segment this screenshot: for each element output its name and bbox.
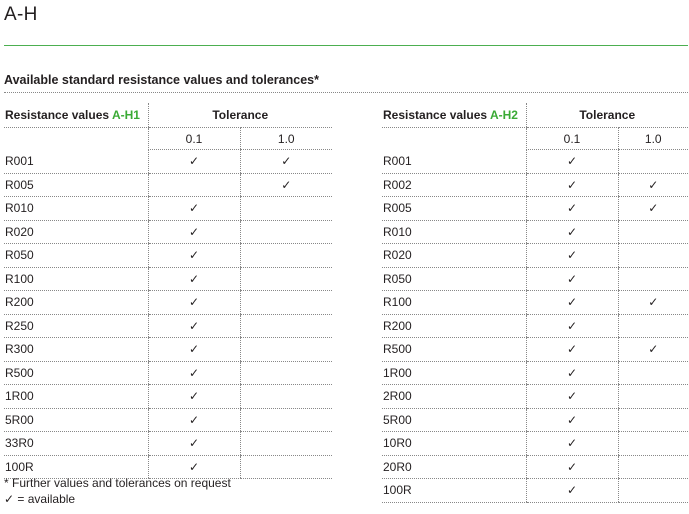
- resistance-value: 2R00: [382, 385, 526, 409]
- resistance-value: R100: [4, 267, 148, 291]
- resistance-value: R020: [382, 244, 526, 268]
- header-label: Resistance values: [383, 108, 490, 122]
- resistance-value: 1R00: [382, 361, 526, 385]
- tolerance-1-0-check: [240, 361, 332, 385]
- tolerance-1-0-check: [618, 220, 688, 244]
- resistance-value: 100R: [4, 455, 148, 479]
- footnote-legend: [4, 492, 75, 506]
- resistance-value: R001: [382, 150, 526, 174]
- tolerance-1-0-check: [240, 244, 332, 268]
- empty-cell: [382, 128, 526, 150]
- tolerance-1-0-check: [240, 314, 332, 338]
- table-row: [4, 385, 332, 409]
- column-header-resistance: [4, 103, 148, 128]
- resistance-value: R001: [4, 150, 148, 174]
- table-row: [382, 479, 688, 503]
- tolerance-0-1-check: [148, 173, 240, 197]
- tolerance-1-0-header: 1.0: [618, 128, 688, 150]
- column-header-tolerance: Tolerance: [148, 103, 332, 128]
- resistance-value: 1R00: [4, 385, 148, 409]
- tolerance-1-0-check: ✓: [240, 173, 332, 197]
- tolerance-0-1-check: ✓: [148, 197, 240, 221]
- table-row: [4, 244, 332, 268]
- resistance-value: R500: [4, 361, 148, 385]
- heading-rule: [4, 92, 688, 93]
- tolerance-0-1-check: ✓: [526, 173, 618, 197]
- resistance-value: R500: [382, 338, 526, 362]
- table-row: [4, 314, 332, 338]
- table-header-row: [4, 103, 332, 128]
- table-row: [4, 267, 332, 291]
- tolerance-0-1-check: ✓: [148, 267, 240, 291]
- table-row: [4, 220, 332, 244]
- tolerance-1-0-check: ✓: [618, 338, 688, 362]
- tolerance-1-0-check: [240, 267, 332, 291]
- resistance-value: 20R0: [382, 455, 526, 479]
- tolerance-0-1-check: ✓: [526, 479, 618, 503]
- tolerance-0-1-check: ✓: [148, 291, 240, 315]
- table-row: [382, 314, 688, 338]
- resistance-value: 33R0: [4, 432, 148, 456]
- resistance-value: 5R00: [4, 408, 148, 432]
- tolerance-0-1-check: ✓: [148, 150, 240, 174]
- title-rule: [4, 45, 688, 46]
- tolerance-1-0-check: [618, 432, 688, 456]
- resistance-value: R010: [382, 220, 526, 244]
- tolerance-0-1-check: ✓: [148, 385, 240, 409]
- tolerance-0-1-check: ✓: [526, 408, 618, 432]
- tolerance-1-0-check: [618, 267, 688, 291]
- tolerance-1-0-check: [240, 385, 332, 409]
- resistance-table-a-h2: [382, 103, 688, 503]
- table-row: [4, 197, 332, 221]
- resistance-value: R250: [4, 314, 148, 338]
- tolerance-1-0-check: [240, 197, 332, 221]
- table-row: [4, 291, 332, 315]
- table-row: [382, 197, 688, 221]
- tolerance-1-0-check: [240, 408, 332, 432]
- footnote-further-values: * Further values and tolerances on request: [4, 476, 231, 490]
- tolerance-1-0-check: [240, 220, 332, 244]
- tolerance-1-0-check: [618, 385, 688, 409]
- table-row: [382, 220, 688, 244]
- tolerance-1-0-check: [618, 314, 688, 338]
- column-header-tolerance: Tolerance: [526, 103, 688, 128]
- table-row: [382, 408, 688, 432]
- legend-text: = available: [14, 492, 76, 506]
- tolerance-0-1-check: ✓: [526, 291, 618, 315]
- model-name: A-H2: [489, 108, 518, 122]
- check-icon: ✓: [4, 492, 15, 506]
- table-row: [4, 150, 332, 174]
- tolerance-1-0-check: [240, 432, 332, 456]
- table-header-row: [382, 103, 688, 128]
- tolerance-1-0-header: 1.0: [240, 128, 332, 150]
- tolerance-0-1-header: 0.1: [148, 128, 240, 150]
- tolerance-0-1-check: ✓: [148, 361, 240, 385]
- resistance-value: R005: [382, 197, 526, 221]
- resistance-value: R200: [4, 291, 148, 315]
- table-row: [4, 361, 332, 385]
- table-row: [382, 244, 688, 268]
- table-row: [382, 432, 688, 456]
- tolerance-0-1-check: ✓: [526, 244, 618, 268]
- tolerance-subheader-row: [4, 128, 332, 150]
- tolerance-0-1-check: ✓: [148, 408, 240, 432]
- tolerance-1-0-check: ✓: [618, 291, 688, 315]
- header-label: Resistance values: [5, 108, 112, 122]
- tolerance-0-1-check: ✓: [526, 432, 618, 456]
- tolerance-1-0-check: [618, 244, 688, 268]
- section-heading: Available standard resistance values and tolerances*: [4, 73, 319, 87]
- tolerance-0-1-check: ✓: [148, 432, 240, 456]
- resistance-value: R100: [382, 291, 526, 315]
- tolerance-0-1-check: ✓: [526, 385, 618, 409]
- table-row: [4, 173, 332, 197]
- tolerance-1-0-check: [240, 291, 332, 315]
- page-title: A-H: [4, 4, 38, 25]
- resistance-value: R002: [382, 173, 526, 197]
- table-row: [4, 408, 332, 432]
- tolerance-1-0-check: [618, 479, 688, 503]
- resistance-value: 10R0: [382, 432, 526, 456]
- column-header-resistance: [382, 103, 526, 128]
- table-body: [382, 103, 688, 502]
- resistance-value: R200: [382, 314, 526, 338]
- tolerance-0-1-check: ✓: [148, 220, 240, 244]
- table-body: [4, 103, 332, 479]
- tolerance-0-1-check: ✓: [526, 150, 618, 174]
- tolerance-1-0-check: [618, 150, 688, 174]
- table-row: [4, 455, 332, 479]
- empty-cell: [4, 128, 148, 150]
- tolerance-1-0-check: [618, 408, 688, 432]
- resistance-value: R010: [4, 197, 148, 221]
- resistance-table-a-h1: [4, 103, 332, 479]
- table-row: [382, 150, 688, 174]
- tolerance-1-0-check: ✓: [618, 173, 688, 197]
- tolerance-0-1-check: ✓: [148, 244, 240, 268]
- tolerance-0-1-check: ✓: [526, 455, 618, 479]
- resistance-value: 5R00: [382, 408, 526, 432]
- tolerance-0-1-check: ✓: [148, 455, 240, 479]
- resistance-value: R050: [4, 244, 148, 268]
- resistance-value: R050: [382, 267, 526, 291]
- resistance-value: 100R: [382, 479, 526, 503]
- tolerance-0-1-header: 0.1: [526, 128, 618, 150]
- tolerance-1-0-check: [240, 455, 332, 479]
- resistance-value: R020: [4, 220, 148, 244]
- table-row: [382, 361, 688, 385]
- model-name: A-H1: [111, 108, 140, 122]
- resistance-value: R300: [4, 338, 148, 362]
- tolerance-0-1-check: ✓: [526, 197, 618, 221]
- table-row: [4, 338, 332, 362]
- tolerance-0-1-check: ✓: [526, 220, 618, 244]
- tolerance-1-0-check: [240, 338, 332, 362]
- tolerance-0-1-check: ✓: [148, 314, 240, 338]
- table-row: [382, 338, 688, 362]
- table-row: [4, 432, 332, 456]
- tolerance-0-1-check: ✓: [148, 338, 240, 362]
- tolerance-1-0-check: [618, 455, 688, 479]
- table-row: [382, 173, 688, 197]
- table-row: [382, 455, 688, 479]
- tolerance-1-0-check: [618, 361, 688, 385]
- resistance-value: R005: [4, 173, 148, 197]
- table-row: [382, 291, 688, 315]
- tolerance-0-1-check: ✓: [526, 314, 618, 338]
- tolerance-0-1-check: ✓: [526, 361, 618, 385]
- table-row: [382, 385, 688, 409]
- tolerance-subheader-row: [382, 128, 688, 150]
- tolerance-0-1-check: ✓: [526, 267, 618, 291]
- tolerance-1-0-check: ✓: [618, 197, 688, 221]
- tolerance-1-0-check: ✓: [240, 150, 332, 174]
- table-row: [382, 267, 688, 291]
- tolerance-0-1-check: ✓: [526, 338, 618, 362]
